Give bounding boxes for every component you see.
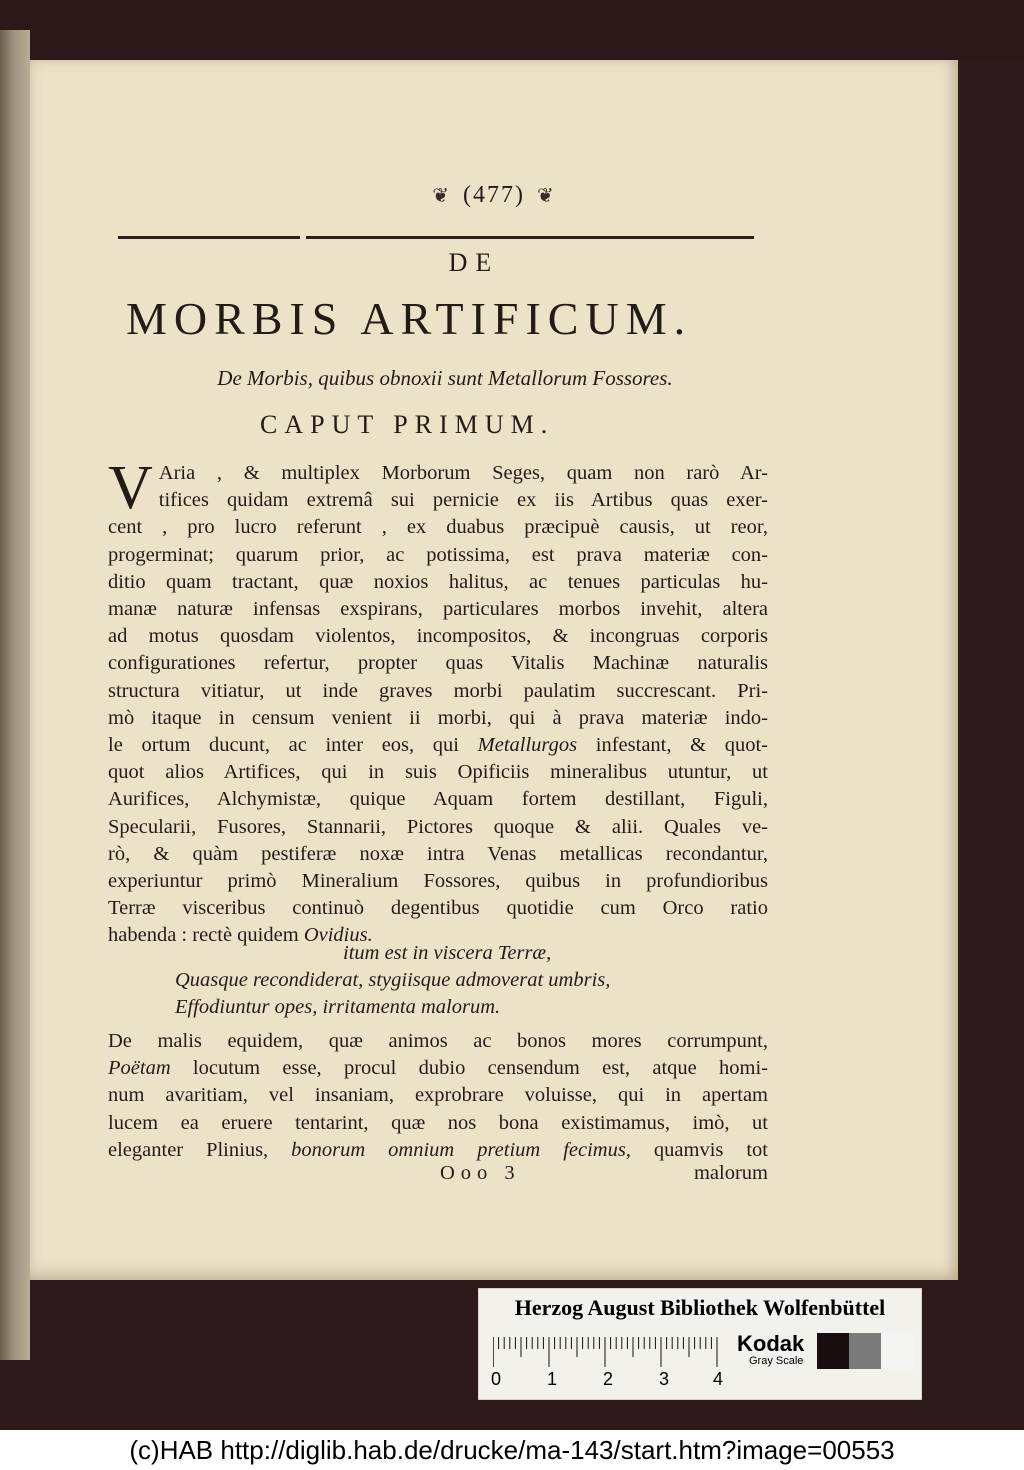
text-line: structura vitiatur, ut inde graves morbi paulatim succrescant. Pri- (108, 679, 768, 702)
text-line: Specularii, Fusores, Stannarii, Pictores quoque & alii. Quales ve- (108, 815, 768, 838)
text-segment: locutum esse, procul dubio censendum est, atque homi- (192, 1057, 768, 1080)
text-line: rò, & quàm pestiferæ noxæ intra Venas metallicas recondantur, (108, 842, 768, 865)
ruler-number: 4 (713, 1369, 724, 1389)
italic-term: Metallurgos (477, 734, 578, 757)
verse-line: itum est in viscera Terræ, (343, 942, 552, 964)
chapter-heading: CAPUT PRIMUM. (260, 410, 555, 439)
ruler-number: 0 (491, 1369, 502, 1389)
italic-term: Ovidius. (303, 924, 373, 947)
gray-patch-mid (849, 1333, 881, 1369)
ruler-scale (493, 1337, 721, 1367)
text-line: ditio quam tractant, quæ noxios halitus, ac tenues particulas hu- (108, 570, 768, 593)
gray-patch-light (881, 1333, 913, 1369)
text-line: progerminat; quarum prior, ac potissima, est prava materiæ con- (108, 543, 768, 566)
header-rule-left (118, 236, 300, 239)
drop-cap: V (108, 454, 153, 522)
dark-background-bottom (0, 1400, 1024, 1430)
text-line (108, 732, 768, 759)
page-title: MORBIS ARTIFICUM. (126, 293, 693, 344)
text-segment: habenda : rectè quidem (108, 924, 299, 947)
text-line: Aurifices, Alchymistæ, quique Aquam fortem destillant, Figuli, (108, 788, 768, 811)
italic-quote: bonorum omnium pretium fecimus, (291, 1138, 631, 1161)
subtitle: De Morbis, quibus obnoxii sunt Metallorum Fossores. (217, 366, 673, 390)
source-url-footer: (c)HAB http://diglib.hab.de/drucke/ma-143/start.htm?image=00553 (0, 1430, 1024, 1470)
ruler-number: 3 (659, 1369, 670, 1389)
italic-term: Poëtam (108, 1057, 171, 1080)
ornament-right-icon: ❦ (536, 185, 556, 207)
dark-background-top (0, 0, 1024, 60)
ornament-left-icon: ❦ (432, 185, 451, 207)
text-line: De malis equidem, quæ animos ac bonos mores corrumpunt, (108, 1030, 768, 1052)
text-line: lucem ea eruere tentarint, quæ nos bona existimamus, imò, ut (108, 1111, 768, 1134)
heading-de: DE (448, 248, 500, 277)
text-line: experiuntur primò Mineralium Fossores, quibus in profundioribus (108, 870, 768, 893)
gray-patch-dark (817, 1333, 849, 1369)
header-rule-right (306, 236, 754, 239)
page-number-header (30, 182, 958, 209)
text-line: ad motus quosdam violentos, incompositos, & incongruas corporis (108, 625, 768, 648)
verse-quote (175, 940, 695, 1022)
text-line: configurationes refertur, propter quas Vitalis Machinæ naturalis (108, 652, 768, 675)
text-segment: le ortum ducunt, ac inter eos, qui (108, 734, 459, 757)
text-segment: quamvis tot (653, 1138, 769, 1161)
library-name: Herzog August Bibliothek Wolfenbüttel (514, 1295, 886, 1320)
page-stack-edge (0, 30, 30, 1360)
text-segment: infestant, & quot- (595, 734, 769, 757)
catchword: malorum (693, 1162, 768, 1184)
text-line: tifices quidam extremâ sui pernicie ex iis Artibus quas exer- (158, 489, 768, 512)
text-line (108, 1137, 768, 1164)
verse-line: Quasque recondiderat, stygiisque admoverat umbris, (175, 969, 611, 992)
text-line: Terræ visceribus continuò degentibus quotidie cum Orco ratio (108, 897, 768, 920)
book-page (30, 60, 958, 1280)
text-line: cent , pro lucro referunt , ex duabus præcipuè causis, ut reor, (108, 516, 768, 539)
verse-line: Effodiuntur opes, irritamenta malorum. (175, 996, 501, 1019)
text-line: Aria , & multiplex Morborum Seges, quam non rarò Ar- (158, 462, 768, 484)
text-line: num avaritiam, vel insaniam, exprobrare voluisse, qui in apertam (108, 1084, 768, 1107)
kodak-logo: Kodak (737, 1331, 805, 1356)
ruler-number: 1 (547, 1369, 558, 1389)
text-line (108, 1055, 768, 1082)
signature-mark: Ooo 3 (440, 1162, 521, 1184)
paragraph-2 (108, 1028, 768, 1164)
library-color-bar-label (478, 1288, 922, 1400)
page-number: (477) (463, 182, 525, 208)
text-segment: eleganter Plinius, (108, 1138, 269, 1161)
text-line: manæ naturæ infensas exspirans, particulares morbos invehit, altera (108, 598, 768, 621)
gray-scale-label: Gray Scale (749, 1355, 804, 1367)
paragraph-1 (108, 454, 769, 950)
text-line: mò itaque in censum venient ii morbi, qui à prava materiæ indo- (108, 706, 768, 729)
text-line: quot alios Artifices, qui in suis Opificiis mineralibus utuntur, ut (108, 761, 768, 784)
ruler-number: 2 (603, 1369, 614, 1389)
